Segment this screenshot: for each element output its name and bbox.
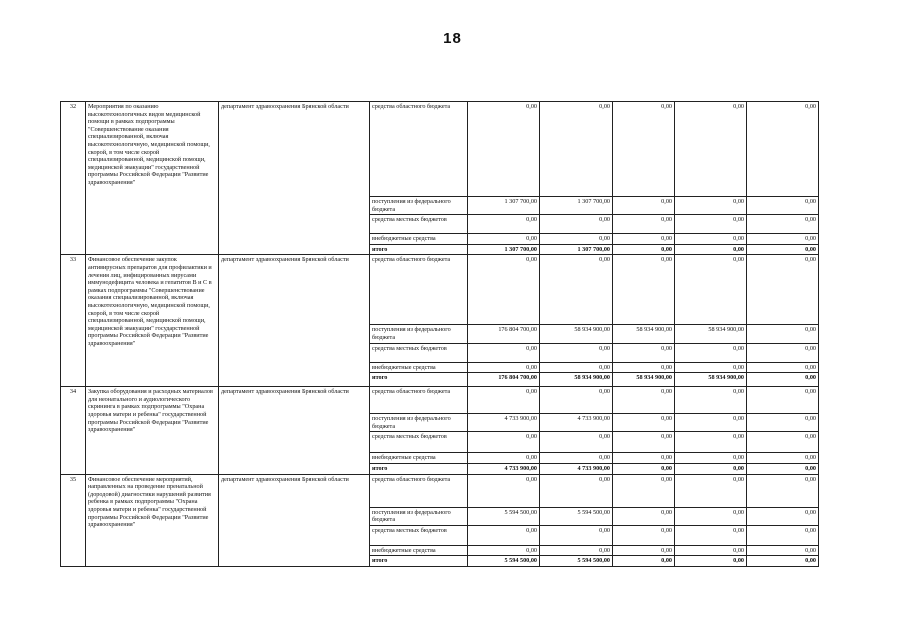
amount-cell: 0,00 [613,507,675,525]
funding-source: итого [370,373,468,387]
amount-cell: 0,00 [540,525,613,545]
amount-cell: 0,00 [747,197,819,215]
amount-cell: 0,00 [613,102,675,197]
amount-cell: 0,00 [540,432,613,453]
funding-source: внебюджетные средства [370,234,468,245]
amount-cell: 0,00 [613,414,675,432]
amount-cell: 0,00 [747,215,819,234]
activity-name: Финансовое обеспечение мероприятий, направленных на проведение пренатальной (дородовой) диагностики нарушений развития ребенка в рамках подпрограммы "Охрана здоровья матери и ребенка" государственной программы Российской Федерации "Развитие здравоохранения" [86,474,219,566]
amount-cell: 4 733 900,00 [468,414,540,432]
amount-cell: 4 733 900,00 [540,463,613,474]
amount-cell: 0,00 [747,102,819,197]
amount-cell: 176 804 700,00 [468,325,540,343]
amount-cell: 0,00 [747,507,819,525]
amount-cell: 0,00 [747,362,819,373]
amount-cell: 0,00 [675,387,747,414]
activity-name: Финансовое обеспечение закупок антивирусных препаратов для профилактики и лечения лиц, инфицированных вирусами иммунодефицита человека и гепатитов В и С в рамках подпрограммы "Совершенствование оказания специализированной, включая высокотехнологичную, медицинской помощи, скорой, в том числе скорой специализированной, медицинской помощи, медицинской эвакуации" государственной программы Российской Федерации "Развитие здравоохранения" [86,255,219,387]
amount-cell: 0,00 [540,343,613,362]
amount-cell: 0,00 [675,102,747,197]
amount-cell: 0,00 [468,234,540,245]
amount-cell: 0,00 [675,463,747,474]
amount-cell: 0,00 [675,453,747,464]
amount-cell: 0,00 [540,362,613,373]
amount-cell: 0,00 [613,244,675,255]
amount-cell: 0,00 [613,463,675,474]
amount-cell: 0,00 [675,432,747,453]
amount-cell: 0,00 [675,362,747,373]
funding-source: внебюджетные средства [370,545,468,556]
amount-cell: 0,00 [468,102,540,197]
amount-cell: 0,00 [747,325,819,343]
amount-cell: 0,00 [747,387,819,414]
row-number: 34 [61,387,86,474]
amount-cell: 0,00 [747,545,819,556]
row-number: 33 [61,255,86,387]
amount-cell: 58 934 900,00 [675,325,747,343]
amount-cell: 0,00 [675,255,747,325]
amount-cell: 0,00 [675,474,747,507]
amount-cell: 0,00 [540,545,613,556]
amount-cell: 5 594 500,00 [540,556,613,567]
funding-source: поступления из федерального бюджета [370,197,468,215]
amount-cell: 0,00 [613,234,675,245]
amount-cell: 0,00 [675,507,747,525]
funding-source: средства местных бюджетов [370,525,468,545]
funding-source: итого [370,463,468,474]
amount-cell: 0,00 [468,453,540,464]
source-row [61,474,819,507]
funding-source: средства местных бюджетов [370,432,468,453]
amount-cell: 0,00 [613,197,675,215]
amount-cell: 0,00 [540,387,613,414]
amount-cell: 0,00 [675,414,747,432]
amount-cell: 0,00 [613,453,675,464]
amount-cell: 0,00 [747,234,819,245]
amount-cell: 5 594 500,00 [540,507,613,525]
executor: департамент здравоохранения Брянской области [219,102,370,255]
funding-source: средства областного бюджета [370,387,468,414]
amount-cell: 0,00 [675,343,747,362]
amount-cell: 0,00 [747,255,819,325]
funding-source: средства областного бюджета [370,474,468,507]
amount-cell: 0,00 [468,525,540,545]
amount-cell: 4 733 900,00 [540,414,613,432]
amount-cell: 0,00 [613,362,675,373]
amount-cell: 0,00 [540,255,613,325]
amount-cell: 0,00 [747,244,819,255]
amount-cell: 0,00 [675,525,747,545]
amount-cell: 0,00 [468,343,540,362]
amount-cell: 0,00 [747,343,819,362]
table-body [61,102,819,567]
source-row [61,102,819,197]
funding-source: итого [370,556,468,567]
amount-cell: 0,00 [540,102,613,197]
activity-name: Мероприятия по оказанию высокотехнологичных видов медицинской помощи в рамках подпрограммы "Совершенствование оказания специализированной, включая высокотехнологичную, медицинской помощи, скорой, в том числе скорой специализированной, медицинской помощи, медицинской эвакуации" государственной программы Российской Федерации "Развитие здравоохранения" [86,102,219,255]
funding-source: средства местных бюджетов [370,215,468,234]
amount-cell: 0,00 [675,556,747,567]
amount-cell: 58 934 900,00 [540,325,613,343]
amount-cell: 0,00 [613,556,675,567]
budget-table [60,101,819,567]
amount-cell: 0,00 [613,525,675,545]
amount-cell: 5 594 500,00 [468,507,540,525]
amount-cell: 58 934 900,00 [675,373,747,387]
amount-cell: 1 307 700,00 [540,244,613,255]
amount-cell: 58 934 900,00 [613,325,675,343]
amount-cell: 0,00 [747,556,819,567]
amount-cell: 0,00 [613,215,675,234]
amount-cell: 0,00 [675,244,747,255]
funding-source: внебюджетные средства [370,453,468,464]
amount-cell: 58 934 900,00 [613,373,675,387]
amount-cell: 0,00 [540,474,613,507]
amount-cell: 0,00 [613,255,675,325]
executor: департамент здравоохранения Брянской области [219,255,370,387]
row-number: 35 [61,474,86,566]
source-row [61,255,819,325]
amount-cell: 0,00 [468,545,540,556]
activity-name: Закупка оборудования и расходных материалов для неонатального и аудиологического скрининга в рамках подпрограммы "Охрана здоровья матери и ребенка" государственной программы Российской Федерации "Развитие здравоохранения" [86,387,219,474]
amount-cell: 0,00 [747,474,819,507]
amount-cell: 0,00 [747,414,819,432]
amount-cell: 0,00 [540,215,613,234]
amount-cell: 0,00 [747,432,819,453]
amount-cell: 0,00 [747,525,819,545]
amount-cell: 0,00 [468,387,540,414]
amount-cell: 176 804 700,00 [468,373,540,387]
source-row [61,387,819,414]
amount-cell: 0,00 [675,545,747,556]
amount-cell: 0,00 [468,432,540,453]
amount-cell: 0,00 [613,474,675,507]
funding-source: поступления из федерального бюджета [370,414,468,432]
funding-source: итого [370,244,468,255]
amount-cell: 0,00 [468,362,540,373]
amount-cell: 1 307 700,00 [468,244,540,255]
amount-cell: 4 733 900,00 [468,463,540,474]
funding-source: поступления из федерального бюджета [370,325,468,343]
amount-cell: 0,00 [747,453,819,464]
funding-source: внебюджетные средства [370,362,468,373]
funding-source: средства областного бюджета [370,102,468,197]
amount-cell: 0,00 [468,474,540,507]
executor: департамент здравоохранения Брянской области [219,474,370,566]
amount-cell: 0,00 [675,197,747,215]
amount-cell: 0,00 [613,387,675,414]
amount-cell: 0,00 [747,463,819,474]
amount-cell: 0,00 [468,255,540,325]
funding-source: поступления из федерального бюджета [370,507,468,525]
executor: департамент здравоохранения Брянской области [219,387,370,474]
amount-cell: 0,00 [540,453,613,464]
amount-cell: 5 594 500,00 [468,556,540,567]
amount-cell: 0,00 [468,215,540,234]
amount-cell: 0,00 [613,432,675,453]
funding-source: средства местных бюджетов [370,343,468,362]
amount-cell: 0,00 [540,234,613,245]
page-number: 18 [443,30,462,47]
amount-cell: 0,00 [613,545,675,556]
amount-cell: 0,00 [613,343,675,362]
row-number: 32 [61,102,86,255]
amount-cell: 0,00 [747,373,819,387]
amount-cell: 1 307 700,00 [540,197,613,215]
amount-cell: 0,00 [675,215,747,234]
amount-cell: 0,00 [675,234,747,245]
amount-cell: 58 934 900,00 [540,373,613,387]
amount-cell: 1 307 700,00 [468,197,540,215]
funding-source: средства областного бюджета [370,255,468,325]
